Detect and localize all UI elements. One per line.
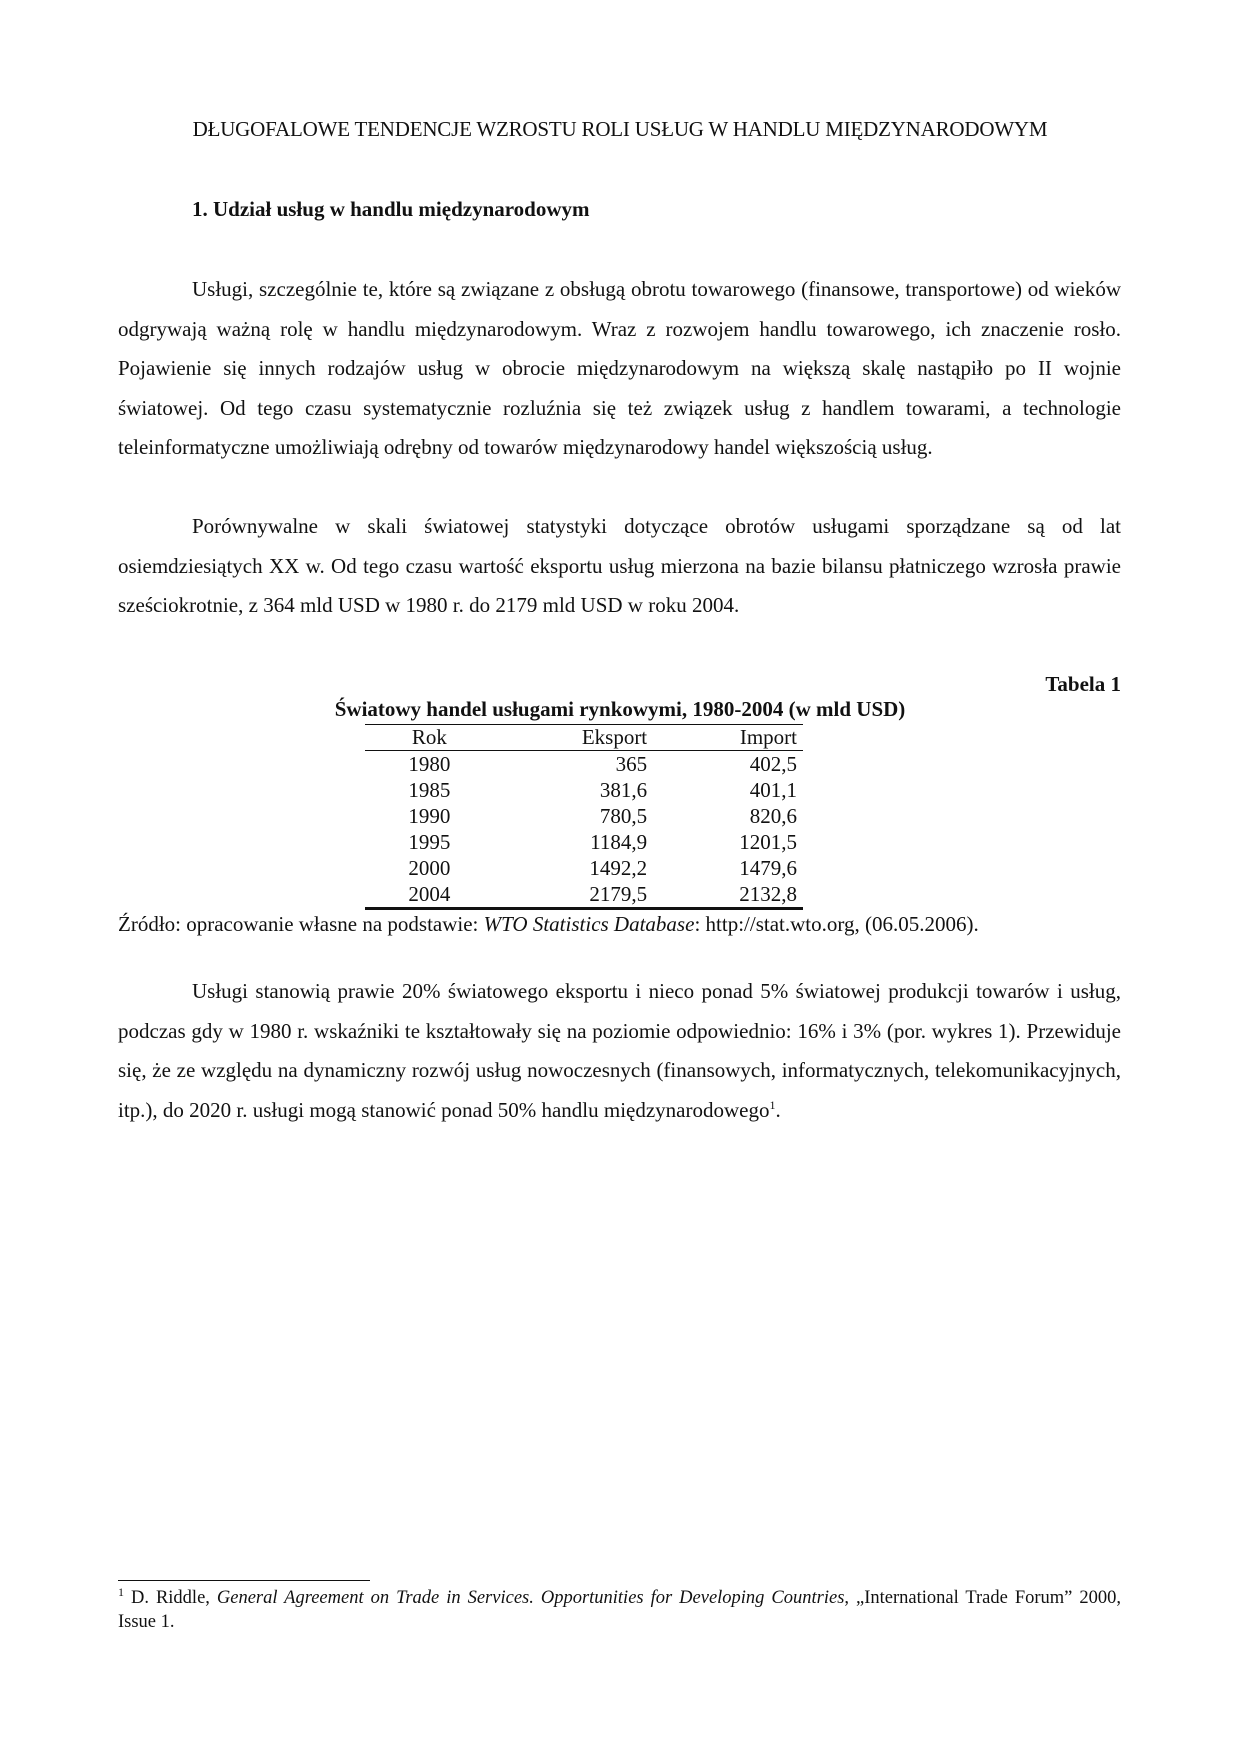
source-suffix: : http://stat.wto.org, (06.05.2006). — [694, 912, 979, 936]
section-heading: 1. Udział usług w handlu międzynarodowym — [192, 197, 590, 221]
cell-year: 2004 — [408, 882, 451, 906]
footnote-rest: , „International Trade Forum” 2000, Issue 1. — [118, 1588, 1121, 1632]
cell-import: 401,1 — [749, 778, 797, 802]
cell-import: 2132,8 — [739, 882, 797, 906]
cell-import: 402,5 — [749, 752, 797, 776]
footnote-author: D. Riddle, — [124, 1588, 217, 1608]
cell-import: 1479,6 — [739, 856, 797, 880]
table-row — [365, 777, 803, 803]
paragraph-1: Usługi, szczególnie te, które są związane z obsługą obrotu towarowego (finansowe, transportowe) od wieków odgrywają ważną rolę w handlu międzynarodowym. Wraz z rozwojem handlu towarowego, ich znaczenie rosło. Pojawienie się innych rodzajów usług w obrocie międzynarodowym na większą skalę nastąpiło po II wojnie światowej. Od tego czasu systematycznie rozluźnia się też związek usług z handlem towarami, a technologie teleinformatyczne umożliwiają odrębny od towarów międzynarodowy handel większością usług. — [118, 277, 1121, 459]
trade-table — [365, 724, 803, 910]
table-row — [365, 803, 803, 829]
cell-export: 381,6 — [599, 778, 648, 802]
cell-year: 1985 — [408, 778, 451, 802]
paragraph-3-text: Usługi stanowią prawie 20% światowego eksportu i nieco ponad 5% światowej produkcji towarów i usług, podczas gdy w 1980 r. wskaźniki te kształtowały się na poziomie odpowiednio: 16% i 3% (por. wykres 1). Przewiduje się, że ze względu na dynamiczny rozwój usług nowoczesnych (finansowych, informatycznych, telekomunikacyjnych, itp.), do 2020 r. usługi mogą stanowić ponad 50% handlu międzynarodowego — [118, 979, 1121, 1122]
paragraph-2: Porównywalne w skali światowej statystyki dotyczące obrotów usługami sporządzane są od lat osiemdziesiątych XX w. Od tego czasu wartość eksportu usług mierzona na bazie bilansu płatniczego wzrosła prawie sześciokrotnie, z 364 mld USD w 1980 r. do 2179 mld USD w roku 2004. — [118, 514, 1121, 617]
cell-import: 820,6 — [749, 804, 797, 828]
header-year: Rok — [365, 725, 494, 751]
header-export: Eksport — [494, 725, 654, 751]
table-row — [365, 881, 803, 909]
paragraph-3-end: . — [775, 1097, 781, 1122]
footnote-number: 1 — [118, 1584, 124, 1599]
table-row — [365, 829, 803, 855]
cell-export: 2179,5 — [589, 882, 648, 906]
table-caption: Światowy handel usługami rynkowymi, 1980-2004 (w mld USD) — [334, 697, 906, 721]
table-row — [365, 751, 803, 778]
footnote-1 — [118, 1586, 1121, 1634]
paragraph-3 — [118, 972, 1121, 1130]
table-label: Tabela 1 — [1045, 672, 1121, 696]
footnote-separator — [118, 1580, 370, 1581]
cell-export: 780,5 — [599, 804, 648, 828]
cell-export: 1184,9 — [590, 830, 648, 854]
source-prefix: Źródło: opracowanie własne na podstawie: — [118, 912, 484, 936]
table-row — [365, 855, 803, 881]
cell-year: 1980 — [408, 752, 451, 776]
footnote-title: General Agreement on Trade in Services. Opportunities for Developing Countries — [216, 1588, 845, 1608]
cell-year: 2000 — [408, 856, 451, 880]
table-header-row — [365, 725, 803, 751]
cell-year: 1990 — [408, 804, 451, 828]
cell-import: 1201,5 — [739, 830, 797, 854]
cell-export: 365 — [615, 752, 648, 776]
cell-year: 1995 — [408, 830, 451, 854]
source-database-name: WTO Statistics Database — [483, 912, 695, 936]
header-import: Import — [653, 725, 803, 751]
document-title: DŁUGOFALOWE TENDENCJE WZROSTU ROLI USŁUG W HANDLU MIĘDZYNARODOWYM — [192, 117, 1048, 141]
cell-export: 1492,2 — [589, 856, 648, 880]
footnote-reference[interactable]: 1 — [769, 1097, 776, 1112]
table-source — [118, 912, 979, 937]
